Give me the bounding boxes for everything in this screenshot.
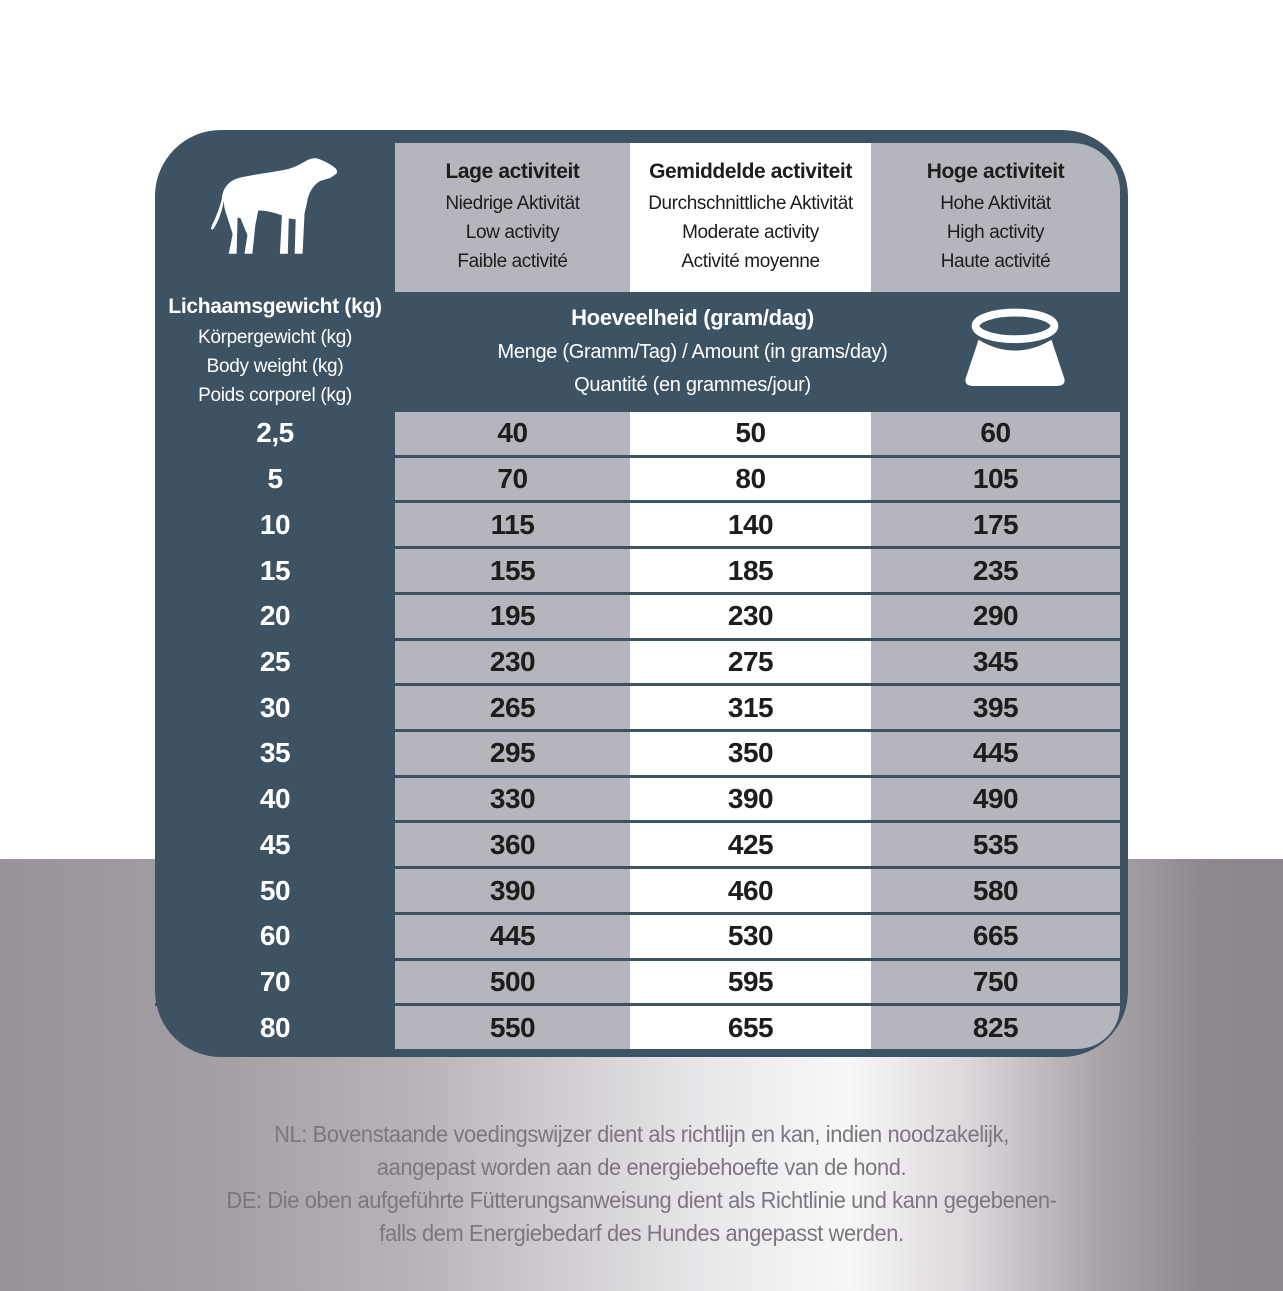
weight-cell: 25 bbox=[259, 645, 291, 677]
table-row bbox=[155, 775, 1120, 821]
amount-cell-high: 750 bbox=[871, 961, 1120, 1004]
amount-cell-moderate: 185 bbox=[630, 549, 871, 592]
activity-header-row bbox=[395, 143, 1120, 292]
feeding-table bbox=[155, 412, 1120, 1049]
table-row bbox=[155, 958, 1120, 1004]
amount-cell-low: 265 bbox=[395, 686, 630, 729]
high-activity-en: High activity bbox=[946, 222, 1045, 243]
table-row bbox=[155, 455, 1120, 501]
table-row bbox=[155, 1003, 1120, 1049]
amount-cell-moderate: 460 bbox=[630, 869, 871, 912]
high-activity-title: Hoge activiteit bbox=[926, 160, 1065, 183]
weight-cell: 80 bbox=[259, 1011, 291, 1043]
high-activity-fr: Haute activité bbox=[940, 251, 1051, 272]
amount-cell-moderate: 390 bbox=[630, 778, 871, 821]
amount-cell-low: 500 bbox=[395, 961, 630, 1004]
amount-cell-moderate: 530 bbox=[630, 915, 871, 958]
disclaimer-text bbox=[32, 1118, 1251, 1250]
column-header-low-activity bbox=[395, 143, 630, 292]
table-row bbox=[155, 546, 1120, 592]
low-activity-title: Lage activiteit bbox=[445, 160, 580, 183]
amount-cell-low: 550 bbox=[395, 1006, 630, 1049]
moderate-activity-title: Gemiddelde activiteit bbox=[649, 160, 852, 183]
table-row bbox=[155, 500, 1120, 546]
weight-cell: 50 bbox=[259, 874, 291, 906]
moderate-activity-de: Durchschnittliche Aktivität bbox=[648, 193, 853, 214]
body-weight-title: Lichaamsgewicht (kg) bbox=[168, 294, 382, 318]
amount-band-text bbox=[395, 292, 910, 412]
amount-cell-moderate: 140 bbox=[630, 503, 871, 546]
body-weight-subtitle-de: Körpergewicht (kg) bbox=[197, 326, 353, 348]
body-weight-header bbox=[155, 292, 395, 412]
amount-cell-low: 390 bbox=[395, 869, 630, 912]
amount-cell-low: 195 bbox=[395, 595, 630, 638]
table-row bbox=[155, 638, 1120, 684]
amount-cell-high: 60 bbox=[871, 412, 1120, 455]
weight-cell: 60 bbox=[259, 920, 291, 952]
amount-cell-moderate: 655 bbox=[630, 1006, 871, 1049]
weight-cell: 5 bbox=[267, 463, 283, 495]
amount-subtitle-de-en: Menge (Gramm/Tag) / Amount (in grams/day) bbox=[497, 341, 888, 363]
weight-cell: 70 bbox=[259, 965, 291, 997]
amount-cell-moderate: 425 bbox=[630, 823, 871, 866]
low-activity-fr: Faible activité bbox=[457, 251, 568, 272]
amount-cell-high: 235 bbox=[871, 549, 1120, 592]
table-row bbox=[155, 866, 1120, 912]
weight-cell: 10 bbox=[259, 508, 291, 540]
amount-cell-low: 330 bbox=[395, 778, 630, 821]
amount-cell-high: 535 bbox=[871, 823, 1120, 866]
amount-cell-low: 445 bbox=[395, 915, 630, 958]
amount-cell-moderate: 275 bbox=[630, 641, 871, 684]
amount-cell-high: 825 bbox=[871, 1006, 1120, 1049]
weight-cell: 30 bbox=[259, 691, 291, 723]
amount-cell-low: 40 bbox=[395, 412, 630, 455]
table-row bbox=[155, 683, 1120, 729]
amount-cell-high: 290 bbox=[871, 595, 1120, 638]
body-weight-subtitle-en: Body weight (kg) bbox=[206, 355, 344, 377]
weight-cell: 2,5 bbox=[256, 417, 294, 449]
low-activity-en: Low activity bbox=[465, 222, 560, 243]
amount-cell-moderate: 315 bbox=[630, 686, 871, 729]
disclaimer-line-1: NL: Bovenstaande voedingswijzer dient als richtlijn en kan, indien noodzakelijk, bbox=[274, 1121, 1009, 1147]
amount-cell-moderate: 350 bbox=[630, 732, 871, 775]
amount-cell-low: 155 bbox=[395, 549, 630, 592]
moderate-activity-en: Moderate activity bbox=[682, 222, 819, 243]
dog-silhouette-icon bbox=[211, 152, 339, 264]
high-activity-de: Hohe Aktivität bbox=[940, 193, 1051, 214]
column-header-high-activity bbox=[871, 143, 1120, 292]
amount-cell-high: 490 bbox=[871, 778, 1120, 821]
amount-cell-high: 580 bbox=[871, 869, 1120, 912]
column-header-moderate-activity bbox=[630, 143, 871, 292]
table-row bbox=[155, 729, 1120, 775]
amount-cell-moderate: 595 bbox=[630, 961, 871, 1004]
table-row bbox=[155, 592, 1120, 638]
weight-cell: 45 bbox=[259, 828, 291, 860]
table-row bbox=[155, 820, 1120, 866]
amount-cell-moderate: 50 bbox=[630, 412, 871, 455]
amount-cell-low: 70 bbox=[395, 458, 630, 501]
amount-cell-moderate: 80 bbox=[630, 458, 871, 501]
amount-cell-high: 665 bbox=[871, 915, 1120, 958]
low-activity-de: Niedrige Aktivität bbox=[445, 193, 580, 214]
disclaimer-line-4: falls dem Energiebedarf des Hundes angepasst werden. bbox=[379, 1220, 904, 1246]
amount-cell-moderate: 230 bbox=[630, 595, 871, 638]
amount-cell-high: 445 bbox=[871, 732, 1120, 775]
table-row bbox=[155, 412, 1120, 455]
amount-cell-low: 230 bbox=[395, 641, 630, 684]
feeding-guide-card bbox=[155, 130, 1128, 1057]
amount-cell-high: 105 bbox=[871, 458, 1120, 501]
weight-cell: 20 bbox=[259, 600, 291, 632]
disclaimer-line-3: DE: Die oben aufgeführte Fütterungsanweisung dient als Richtlinie und kann gegebenen- bbox=[226, 1187, 1057, 1213]
table-row bbox=[155, 912, 1120, 958]
amount-cell-high: 395 bbox=[871, 686, 1120, 729]
disclaimer-line-2: aangepast worden aan de energiebehoefte van de hond. bbox=[376, 1154, 907, 1180]
amount-cell-low: 295 bbox=[395, 732, 630, 775]
amount-subtitle-fr: Quantité (en grammes/jour) bbox=[574, 374, 811, 396]
body-weight-subtitle-fr: Poids corporel (kg) bbox=[198, 384, 352, 406]
weight-cell: 35 bbox=[259, 737, 291, 769]
amount-title: Hoeveelheid (gram/dag) bbox=[571, 305, 814, 330]
dog-bowl-icon bbox=[910, 292, 1120, 412]
weight-cell: 40 bbox=[259, 783, 291, 815]
amount-cell-low: 360 bbox=[395, 823, 630, 866]
amount-cell-low: 115 bbox=[395, 503, 630, 546]
amount-band bbox=[395, 292, 1120, 412]
moderate-activity-fr: Activité moyenne bbox=[681, 251, 820, 272]
weight-cell: 15 bbox=[259, 554, 291, 586]
amount-cell-high: 175 bbox=[871, 503, 1120, 546]
amount-cell-high: 345 bbox=[871, 641, 1120, 684]
